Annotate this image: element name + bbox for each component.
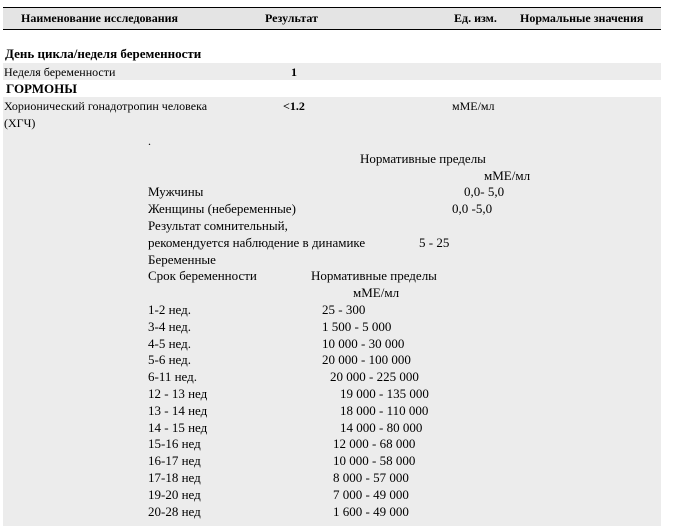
pregnancy-range: 1 500 - 5 000 — [322, 318, 392, 334]
pregnancy-term: 6-11 нед. — [148, 369, 198, 385]
pregnancy-range: 10 000 - 58 000 — [333, 453, 416, 469]
men-value: 0,0- 5,0 — [464, 184, 505, 199]
pregnancy-range: 20 000 - 100 000 — [322, 352, 411, 368]
hcg-test-name-line1: Хорионический гонадотропин человека — [4, 99, 208, 113]
limits-header: Нормативные пределы — [311, 268, 437, 283]
pregnancy-term: 16-17 нед — [148, 453, 201, 469]
cycle-row-value: 1 — [291, 65, 297, 79]
doubtful-line2: рекомендуется наблюдение в динамике — [148, 235, 366, 250]
cycle-row-label: Неделя беременности — [4, 65, 116, 79]
pregnancy-term: 13 - 14 нед — [148, 402, 208, 418]
doubtful-value: 5 - 25 — [419, 235, 450, 250]
pregnancy-range: 19 000 - 135 000 — [340, 386, 429, 401]
pregnancy-range: 10 000 - 30 000 — [322, 335, 405, 351]
women-value: 0,0 -5,0 — [452, 201, 493, 216]
pregnancy-term: 1-2 нед. — [148, 302, 191, 317]
reference-title: Нормативные пределы — [360, 151, 486, 166]
pregnancy-range: 25 - 300 — [322, 302, 366, 317]
hcg-unit: мМЕ/мл — [452, 99, 495, 113]
women-label: Женщины (небеременные) — [148, 201, 296, 216]
pregnancy-term: 3-4 нед. — [148, 318, 191, 334]
pregnancy-range: 20 000 - 225 000 — [330, 369, 419, 385]
pregnancy-term: 20-28 нед — [148, 503, 201, 519]
header-normal: Нормальные значения — [520, 11, 644, 25]
pregnancy-term: 14 - 15 нед — [148, 419, 208, 435]
men-label: Мужчины — [148, 184, 204, 199]
pregnant-label: Беременные — [148, 252, 216, 267]
pregnancy-term: 12 - 13 нед — [148, 386, 208, 401]
pregnancy-term: 4-5 нед. — [148, 335, 191, 351]
pregnancy-range: 14 000 - 80 000 — [340, 419, 423, 435]
reference-dot: . — [148, 134, 151, 148]
term-header: Срок беременности — [148, 268, 257, 283]
limits-unit: мМЕ/мл — [353, 285, 400, 300]
pregnancy-range: 1 600 - 49 000 — [333, 503, 409, 519]
hcg-result: <1.2 — [283, 99, 305, 113]
hormones-section-title: ГОРМОНЫ — [6, 81, 78, 96]
header-name: Наименование исследования — [21, 11, 179, 25]
table-header — [3, 7, 661, 30]
pregnancy-range: 8 000 - 57 000 — [333, 470, 409, 485]
pregnancy-term: 19-20 нед — [148, 486, 201, 502]
doubtful-line1: Результат сомнительный, — [148, 218, 288, 233]
pregnancy-term: 17-18 нед — [148, 470, 201, 485]
hcg-test-name-line2: (ХГЧ) — [4, 116, 36, 130]
pregnancy-range: 18 000 - 110 000 — [340, 402, 429, 418]
reference-unit: мМЕ/мл — [484, 168, 531, 183]
pregnancy-term: 5-6 нед. — [148, 352, 191, 368]
pregnancy-range: 12 000 - 68 000 — [333, 436, 416, 452]
pregnancy-term: 15-16 нед — [148, 436, 201, 452]
cycle-section-title: День цикла/неделя беременности — [5, 46, 202, 61]
pregnancy-range: 7 000 - 49 000 — [333, 486, 409, 502]
header-result: Результат — [265, 11, 319, 25]
header-unit: Ед. изм. — [454, 11, 497, 25]
